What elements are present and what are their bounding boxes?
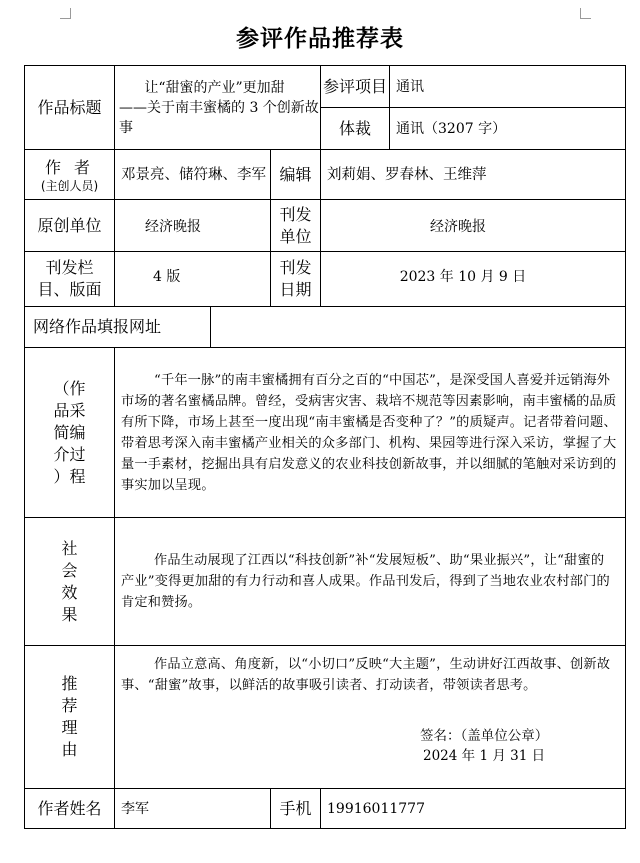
category-label: 参评项目 <box>321 66 390 108</box>
author-label-cell <box>25 150 115 200</box>
page-title: 参评作品推荐表 <box>236 26 404 52</box>
row-title-category <box>25 66 626 108</box>
column-value: 4 版 <box>115 252 271 307</box>
reason-label-char3: 理 <box>61 718 78 737</box>
author-sublabel: (主创人员) <box>40 178 99 193</box>
category-value: 通讯 <box>390 66 626 108</box>
phone-label: 手机 <box>271 789 321 829</box>
reason-text-cell <box>115 646 626 789</box>
date-value: 2023 年 10 月 9 日 <box>321 252 626 307</box>
row-units <box>25 200 626 252</box>
reason-text: 作品立意高、角度新，以“小切口”反映“大主题”，生动讲好江西故事、创新故事、“甜蜜”故事，以鲜活的故事吸引读者、打动读者，带领读者思考。 <box>121 657 611 693</box>
effect-label-char1: 社 <box>61 538 78 558</box>
editors-value: 刘莉娟、罗春林、王维萍 <box>321 150 626 200</box>
process-text-cell <box>115 348 626 518</box>
effect-label-char3: 效 <box>61 582 78 602</box>
genre-value: 通讯（3207 字） <box>390 108 626 150</box>
row-web-url <box>25 307 626 348</box>
recommendation-form-table <box>24 65 626 829</box>
editor-label: 编辑 <box>271 150 321 200</box>
effect-text-cell <box>115 518 626 646</box>
work-title-line2: ——关于南丰蜜橘的 3 个创新故事 <box>119 99 319 136</box>
row-reason <box>25 646 626 789</box>
effect-label-char4: 果 <box>61 604 78 624</box>
original-unit-value: 经济晚报 <box>115 200 271 252</box>
signature-date: 2024 年 1 月 31 日 <box>423 748 546 764</box>
authors-value: 邓景亮、储符琳、李军 <box>115 150 271 200</box>
genre-label: 体裁 <box>321 108 390 150</box>
reason-label-cell <box>25 646 115 789</box>
date-label-cell <box>271 252 321 307</box>
publish-unit-label-line1: 刊发 <box>279 204 312 224</box>
process-label-line4: 介过 <box>53 444 86 464</box>
column-label-line2: 目、版面 <box>37 280 102 299</box>
row-authors <box>25 150 626 200</box>
signature-label: 签名：（盖单位公章） <box>420 728 549 744</box>
column-label-cell <box>25 252 115 307</box>
web-url-label: 网络作品填报网址 <box>25 307 211 348</box>
process-label-line2: 品采 <box>53 400 86 420</box>
reason-label-char4: 由 <box>61 740 78 759</box>
author-name-value: 李军 <box>115 789 271 829</box>
row-process <box>25 348 626 518</box>
effect-label-char2: 会 <box>61 560 78 580</box>
work-title-label: 作品标题 <box>25 66 115 150</box>
publish-unit-label-cell <box>271 200 321 252</box>
process-label-line3: 简编 <box>53 422 86 442</box>
web-url-value <box>211 307 626 348</box>
process-text: “千年一脉”的南丰蜜橘拥有百分之百的“中国芯”，是深受国人喜爱并远销海外市场的著名蜜橘品牌。曾经，受病害灾害、栽培不规范等因素影响，南丰蜜橘的品质有所下降，市场上甚至一度出现“南丰蜜橘是否变种了？”的质疑声。记者带着问题、带着思考深入南丰蜜橘产业相关的众多部门、机构、果园等进行深入采访，掌握了大量一手素材，挖掘出具有启发意义的农业科技创新故事，并以细腻的笔触对采访到的事实加以呈现。 <box>121 372 617 493</box>
reason-label-char1: 推 <box>61 674 78 693</box>
date-label-line1: 刊发 <box>279 258 312 277</box>
effect-text: 作品生动展现了江西以“科技创新”补“发展短板”、助“果业振兴”，让“甜蜜的产业”变得更加甜的有力行动和喜人成果。作品刊发后，得到了当地农业农村部门的肯定和赞扬。 <box>121 553 610 610</box>
publish-unit-label-line2: 单位 <box>279 226 312 246</box>
original-unit-label: 原创单位 <box>25 200 115 252</box>
author-label: 作 者 <box>44 157 95 177</box>
page-corner-mark-right <box>580 8 591 19</box>
work-title-cell <box>115 66 321 150</box>
author-name-label: 作者姓名 <box>25 789 115 829</box>
phone-value: 19916011777 <box>321 789 626 829</box>
row-author-phone <box>25 789 626 829</box>
date-label-line2: 日期 <box>279 280 312 299</box>
process-label-line5: ）程 <box>53 466 86 486</box>
page-corner-mark-left <box>60 8 71 19</box>
process-label-line1: （作 <box>53 378 86 398</box>
reason-label-char2: 荐 <box>61 696 78 715</box>
work-title-line1: 让“甜蜜的产业”更加甜 <box>144 79 285 96</box>
publish-unit-value: 经济晚报 <box>321 200 626 252</box>
process-label-cell <box>25 348 115 518</box>
row-column-date <box>25 252 626 307</box>
row-effect <box>25 518 626 646</box>
effect-label-cell <box>25 518 115 646</box>
column-label-line1: 刊发栏 <box>45 258 94 277</box>
